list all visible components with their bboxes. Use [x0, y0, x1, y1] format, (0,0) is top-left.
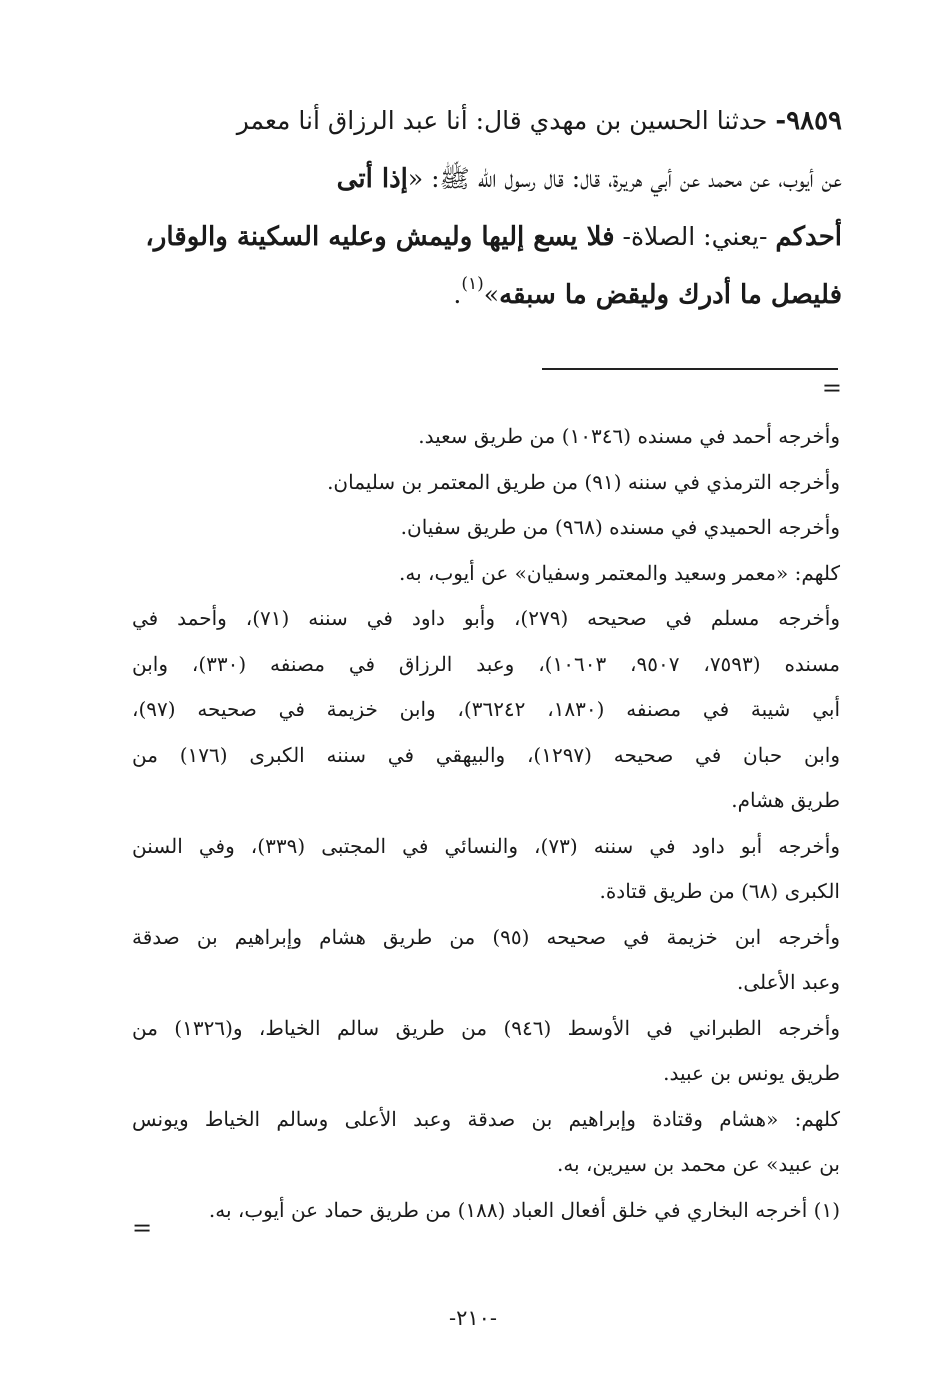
footnote-line: (١) أخرجه البخاري في خلق أفعال العباد (١٨٨) من طريق حماد عن أيوب، به. [208, 1197, 840, 1222]
footnote-reference: (١) [461, 274, 484, 294]
footnote-line: كلهم: «هشام وقتادة وإبراهيم بن صدقة وعبد الأعلى وسالم الخياط ويونس [132, 1106, 840, 1131]
footnote-line: أبي شيبة في مصنفه (١٨٣٠، ٣٦٢٤٢)، وابن خزيمة في صحيحه (٩٧)، [132, 697, 841, 721]
footnote-line: وأخرجه مسلم في صحيحه (٢٧٩)، وأبو داود في سننه (٧١)، وأحمد في [132, 606, 840, 630]
footnote-line: وابن حبان في صحيحه (١٢٩٧)، والبيهقي في سننه الكبرى (١٧٦) من [132, 742, 840, 767]
hadith-line-4 [130, 266, 842, 327]
hadith-text [130, 92, 842, 327]
footnote-line: وأخرجه ابن خزيمة في صحيحه (٩٥) من طريق هشام وإبراهيم بن صدقة [132, 924, 840, 949]
footnotes [132, 414, 840, 1233]
footnote-line: وأخرجه الطبراني في الأوسط (٩٤٦) من طريق سالم الخياط، و(١٣٢٦) من [132, 1015, 840, 1040]
page-number: -٢١٠- [448, 1306, 498, 1330]
footnote-line: الكبرى (٦٨) من طريق قتادة. [599, 879, 840, 903]
hadith-line-4-end: . [453, 280, 462, 309]
footnote-line: مسنده (٧٥٩٣، ٩٥٠٧، ١٠٦٠٣)، وعبد الرزاق في مصنفه (٣٣٠)، وابن [132, 651, 841, 676]
hadith-line-3-bold-b: فلا يسع إليها وليمش وعليه السكينة والوقار، [145, 222, 615, 252]
hadith-line-3 [130, 208, 842, 266]
footnote-line: وأخرجه أحمد في مسنده (١٠٣٤٦) من طريق سعيد. [418, 424, 840, 448]
hadith-line-3-text: -يعني: الصلاة- [614, 222, 776, 251]
footnote-line: وأخرجه أبو داود في سننه (٧٣)، والنسائي في المجتبى (٣٣٩)، وفي السنن [132, 833, 840, 858]
hadith-number: ٩٨٥٩- [775, 106, 842, 136]
hadith-line-1-text: حدثنا الحسين بن مهدي قال: أنا عبد الرزاق أنا معمر [236, 106, 776, 135]
footnote-line: كلهم: «معمر وسعيد والمعتمر وسفيان» عن أيوب، به. [399, 560, 840, 585]
hadith-line-2-bold: إذا أتى [336, 164, 408, 194]
footnote-line: طريق يونس بن عبيد. [663, 1061, 840, 1085]
footnote-separator [542, 368, 838, 370]
continuation-mark-bottom: = [132, 1214, 153, 1242]
footnote-line: وعبد الأعلى. [736, 970, 840, 994]
hadith-line-4-bold: فليصل ما أدرك وليقض ما سبقه [499, 280, 842, 310]
footnote-line: طريق هشام. [731, 788, 840, 812]
hadith-line-4-close: » [483, 280, 500, 309]
hadith-line-2-text: عن أيوب، عن محمد عن أبي هريرة، قال: قال رسول الله ﷺ: « [407, 164, 842, 193]
continuation-mark-top: = [821, 374, 842, 402]
hadith-line-3-bold-a: أحدكم [775, 222, 842, 252]
hadith-line-2 [130, 150, 842, 208]
footnote-line: وأخرجه الترمذي في سننه (٩١) من طريق المعتمر بن سليمان. [327, 469, 840, 494]
hadith-line-1 [130, 92, 842, 150]
footnote-line: وأخرجه الحميدي في مسنده (٩٦٨) من طريق سفيان. [400, 515, 840, 539]
footnote-line: بن عبيد» عن محمد بن سيرين، به. [556, 1152, 840, 1176]
